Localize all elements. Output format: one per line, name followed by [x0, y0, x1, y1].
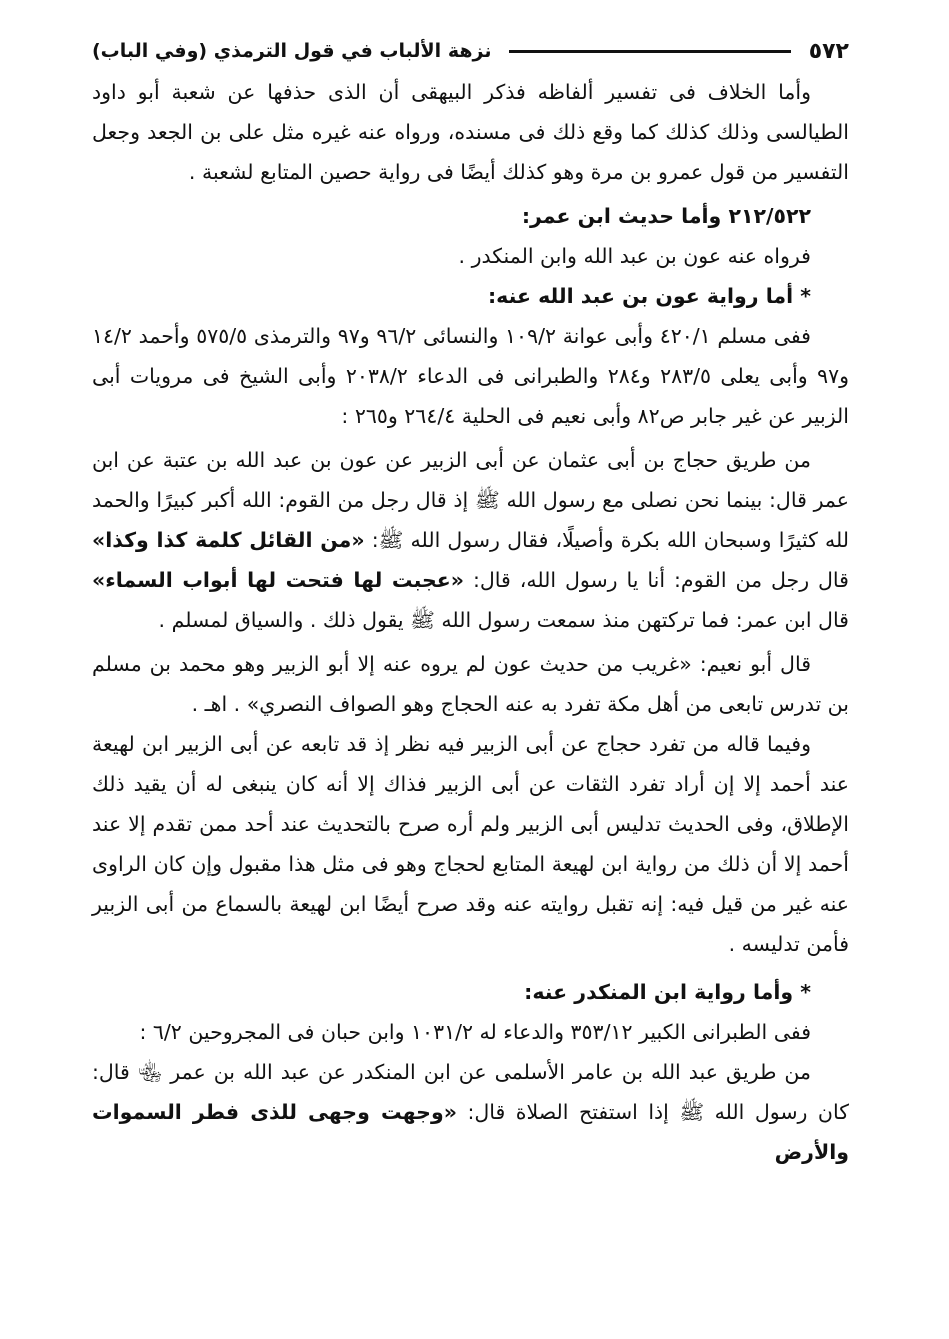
text-span: قال ابن عمر: فما تركتهن منذ سمعت رسول الله ﷺ يقول ذلك . والسياق لمسلم . — [158, 608, 849, 632]
text-span: من طريق عبد الله بن عامر الأسلمى عن ابن المنكدر عن عبد الله بن عمر ﵄ قال: كان رسول الله ﷺ إذا استفتح الصلاة قال: — [92, 1060, 849, 1124]
paragraph-3: ففى مسلم ٤٢٠/١ وأبى عوانة ١٠٩/٢ والنسائى ٩٦/٢ و٩٧ والترمذى ٥٧٥/٥ وأحمد ١٤/٢ و٩٧ وأبى يعلى ٢٨٣/٥ و٢٨٤ والطبرانى فى الدعاء ٢٠٣٨/٢ وأبى الشيخ فى مرويات أبى الزبير عن غير جابر ص٨٢ وأبى نعيم فى الحلية ٢٦٤/٤ و٢٦٥ : — [92, 324, 850, 428]
text-span: من طريق حجاج بن أبى عثمان عن أبى الزبير عن عون بن عبد الله بن عتبة عن ابن عمر قال: بينما نحن نصلى مع رسول الله ﷺ إذ قال رجل من القوم: الله أكبر كبيرًا والحمد لله كثيرًا وسبحان الله بكرة وأصيلًا، فقال رسول الله ﷺ: — [92, 448, 849, 552]
text-span: قال رجل من القوم: أنا يا رسول الله، قال: — [464, 568, 849, 592]
paragraph-7: ففى الطبرانى الكبير ٣٥٣/١٢ والدعاء له ١٠٣١/٢ وابن حبان فى المجروحين ٦/٢ : — [139, 1020, 811, 1044]
paragraph-6: وفيما قاله من تفرد حجاج عن أبى الزبير فيه نظر إذ قد تابعه عن أبى الزبير ابن لهيعة عند أحمد إلا إن أراد تفرد الثقات عن أبى الزبير فذاك إلا أنه كان ينبغى له أن يقيد ذلك الإطلاق، وفى الحديث تدليس أبى الزبير ولم أره صرح بالتحديث عند أحد ممن تقدم إلا عند أحمد إلا أن ذلك من رواية ابن لهيعة المتابع لحجاج وهو فى مثل هذا مقبول وإن كان الراوى عنه غير من قيل فيه: إنه تقبل روايته عنه وقد صرح أيضًا ابن لهيعة بالسماع من أبى الزبير فأمن تدليسه . — [92, 732, 849, 956]
page-number: ٥٧٢ — [808, 38, 849, 64]
page-header — [92, 34, 849, 68]
paragraph-2: فرواه عنه عون بن عبد الله وابن المنكدر . — [458, 244, 811, 268]
section-heading-awn: * أما رواية عون بن عبد الله عنه: — [487, 284, 811, 308]
header-rule — [509, 50, 790, 53]
paragraph-8 — [92, 1052, 849, 1172]
hadith-quote: «من القائل كلمة كذا وكذا» — [92, 528, 365, 552]
section-heading-ibn-umar: ٢١٢/٥٢٢ وأما حديث ابن عمر: — [521, 204, 811, 228]
paragraph-4 — [92, 440, 849, 640]
paragraph-5: قال أبو نعيم: «غريب من حديث عون لم يروه عنه إلا أبو الزبير وهو محمد بن مسلم بن تدرس تابعى من أهل مكة تفرد به عنه الحجاج وهو الصواف النصري» . اهـ . — [92, 652, 849, 716]
running-title: نزهة الألباب في قول الترمذي (وفي الباب) — [92, 40, 492, 62]
paragraph-1: وأما الخلاف فى تفسير ألفاظه فذكر البيهقى أن الذى حذفها عن شعبة أبو داود الطيالسى وذلك كذلك كما وقع ذلك فى مسنده، ورواه عنه غيره مثل على بن الجعد وجعل التفسير من قول عمرو بن مرة وهو كذلك أيضًا فى رواية حصين المتابع لشعبة . — [92, 80, 849, 184]
hadith-quote: «وجهت وجهى للذى فطر السموات والأرض — [92, 1100, 849, 1164]
page-body — [92, 72, 849, 1172]
hadith-quote: «عجبت لها فتحت لها أبواب السماء» — [92, 568, 464, 592]
section-heading-ibn-munkadir: * وأما رواية ابن المنكدر عنه: — [524, 980, 811, 1004]
